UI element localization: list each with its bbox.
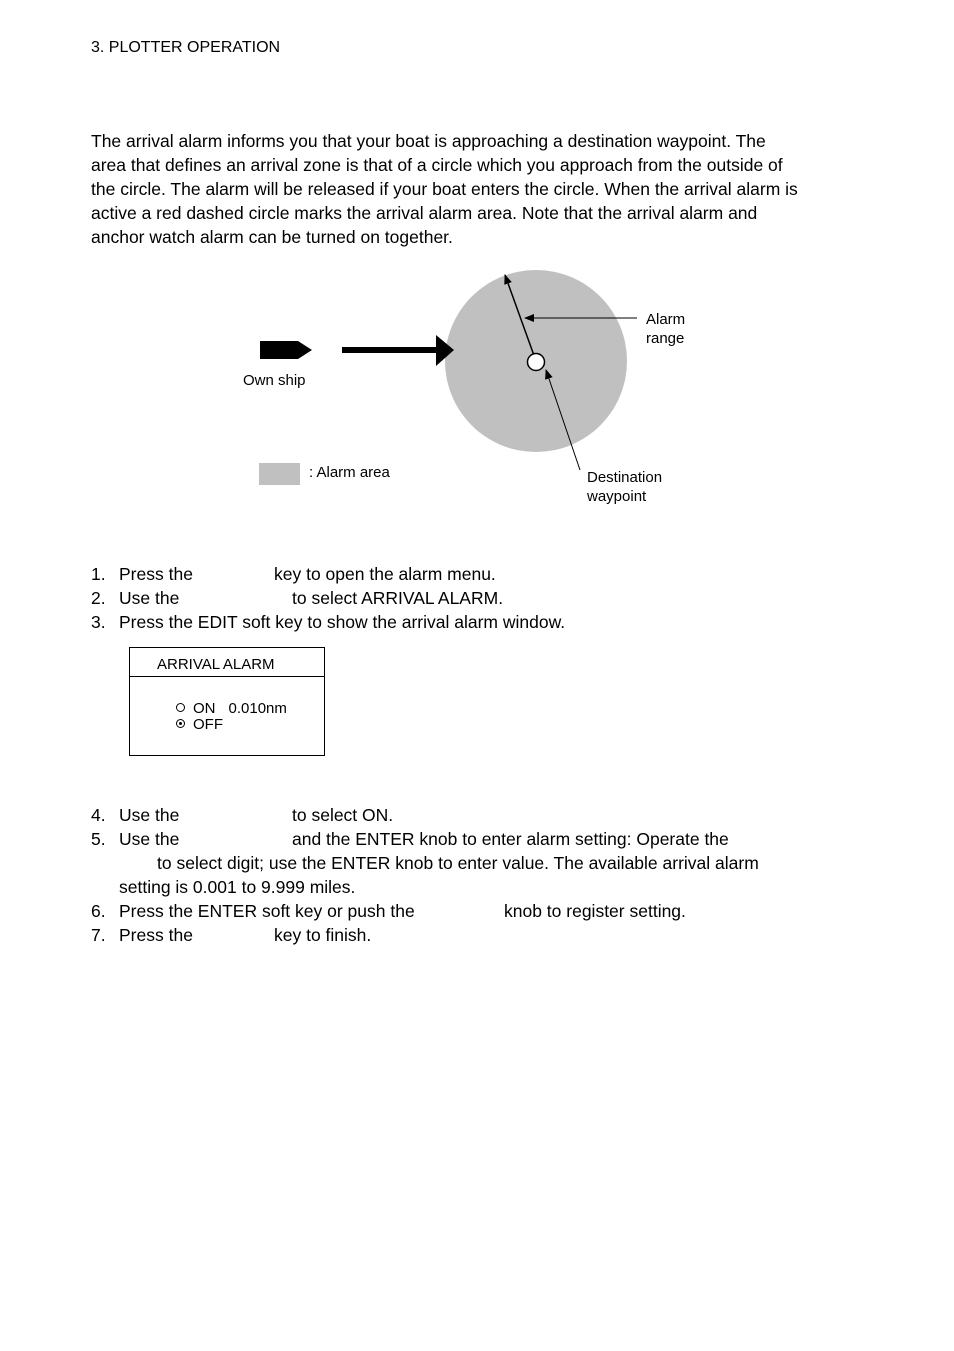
- step-text: key to finish.: [274, 925, 372, 945]
- option-on-label: ON: [193, 700, 216, 717]
- intro-paragraph: [91, 129, 851, 249]
- intro-line: active a red dashed circle marks the arrival alarm area. Note that the arrival alarm and: [91, 203, 758, 223]
- own-ship-label: Own ship: [243, 372, 306, 389]
- alarm-area-legend-label: : Alarm area: [309, 464, 390, 481]
- step-number: 6.: [91, 901, 106, 921]
- destination-label-line1: Destination: [587, 469, 663, 486]
- intro-line: area that defines an arrival zone is that of a circle which you approach from the outside of: [91, 155, 783, 175]
- step-text: Use the: [119, 829, 180, 849]
- step-text: and the ENTER knob to enter alarm setting: Operate the: [292, 829, 729, 849]
- intro-line: the circle. The alarm will be released if your boat enters the circle. When the arrival alarm is: [91, 179, 798, 199]
- destination-waypoint-label: [587, 468, 662, 506]
- course-arrow-head: [436, 335, 454, 366]
- step-number: 3.: [91, 612, 106, 632]
- option-off-label: OFF: [193, 716, 223, 733]
- step-text: setting is 0.001 to 9.999 miles.: [119, 877, 356, 897]
- step-text: to select digit; use the ENTER knob to enter value. The available arrival alarm: [157, 853, 759, 873]
- step-text: key to open the alarm menu.: [274, 564, 496, 584]
- alarm-area-legend-swatch: [259, 463, 300, 485]
- arrival-alarm-window: [129, 647, 325, 756]
- page-header: 3. PLOTTER OPERATION: [91, 39, 281, 56]
- step-text: Use the: [119, 805, 180, 825]
- option-on[interactable]: [176, 700, 287, 717]
- option-off[interactable]: [176, 716, 223, 733]
- step-number: 2.: [91, 588, 106, 608]
- step-number: 5.: [91, 829, 106, 849]
- own-ship-icon: [260, 341, 312, 359]
- divider: [130, 676, 324, 677]
- step-text: Press the: [119, 564, 193, 584]
- step-number: 4.: [91, 805, 106, 825]
- destination-waypoint-icon: [528, 354, 545, 371]
- step-text: Press the EDIT soft key to show the arrival alarm window.: [119, 612, 566, 632]
- intro-line: The arrival alarm informs you that your boat is approaching a destination waypoint. The: [91, 131, 766, 151]
- alarm-range-label-line2: range: [646, 330, 685, 347]
- step-text: Press the: [119, 925, 193, 945]
- alarm-area-circle: [445, 270, 627, 452]
- step-text: Use the: [119, 588, 180, 608]
- radio-unselected-icon[interactable]: [176, 703, 185, 712]
- destination-pointer: [546, 370, 580, 470]
- step-number: 1.: [91, 564, 106, 584]
- alarm-range-label-line1: Alarm: [646, 311, 686, 328]
- radio-selected-icon[interactable]: [176, 719, 185, 728]
- step-number: 7.: [91, 925, 106, 945]
- arrival-alarm-title: ARRIVAL ALARM: [157, 656, 275, 673]
- option-on-value: 0.010nm: [228, 700, 287, 717]
- step-text: to select ARRIVAL ALARM.: [292, 588, 504, 608]
- step-text: Press the ENTER soft key or push the: [119, 901, 415, 921]
- step-text: knob to register setting.: [504, 901, 686, 921]
- intro-line: anchor watch alarm can be turned on together.: [91, 227, 453, 247]
- destination-label-line2: waypoint: [587, 488, 647, 505]
- step-text: to select ON.: [292, 805, 394, 825]
- alarm-range-label: [646, 310, 685, 348]
- alarm-range-radius: [505, 275, 536, 361]
